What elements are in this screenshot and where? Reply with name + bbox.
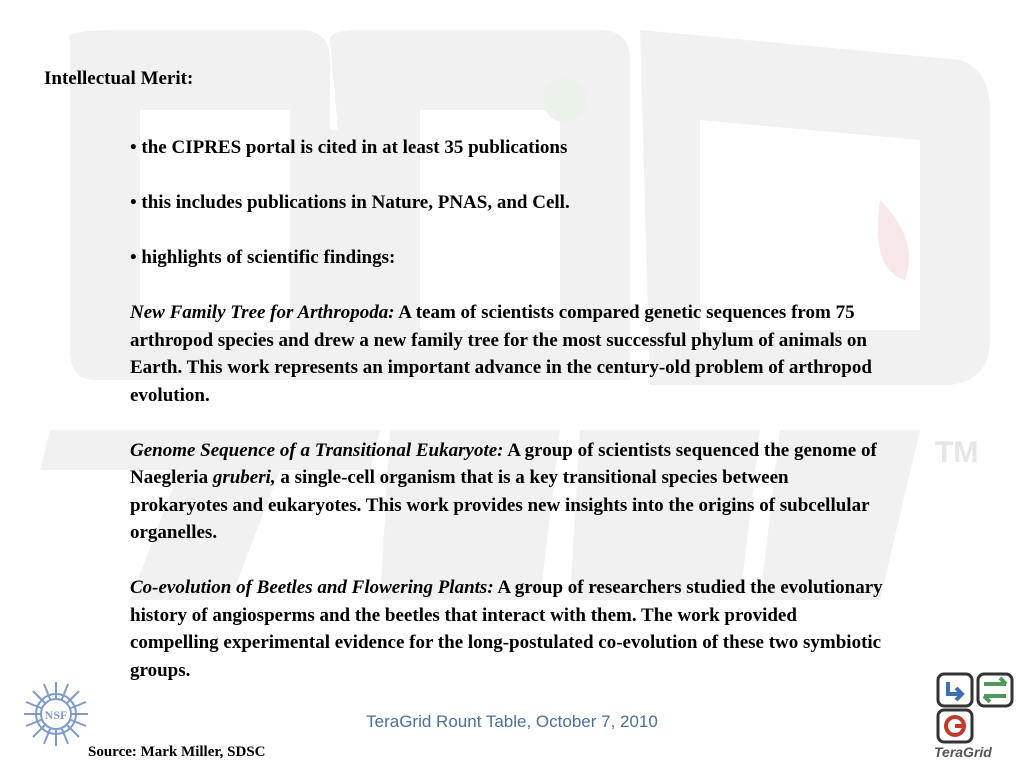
finding-coevolution — [130, 574, 890, 684]
watermark-tm: TM — [935, 436, 979, 469]
finding-arthropoda — [130, 299, 890, 409]
nsf-text: NSF — [44, 708, 68, 722]
finding-eukaryote — [130, 437, 890, 547]
finding-text: A team of scientists compared genetic sequences from 75 arthropod species and drew a new family tree for the most successful phylum of animals on Earth. This work represents an important advance in the century-old problem of arthropod evolution. — [130, 302, 872, 406]
teragrid-logo-text: TeraGrid — [934, 744, 992, 760]
finding-title: New Family Tree for Arthropoda: — [130, 302, 395, 323]
section-heading: Intellectual Merit: — [44, 68, 194, 89]
slide-footer — [0, 712, 1024, 732]
bullet-journals: • this includes publications in Nature, PNAS, and Cell. — [130, 192, 570, 213]
species-name: gruberi, — [212, 467, 276, 488]
bullet-highlights: • highlights of scientific findings: — [130, 247, 396, 268]
nsf-logo-icon — [22, 680, 90, 748]
finding-text: A group of researchers studied the evolutionary history of angiosperms and the beetles that interact with them. The work provided compelling experimental evidence for the long-postulated co-evolution of these two symbiotic groups. — [130, 577, 883, 681]
finding-title: Co-evolution of Beetles and Flowering Plants: — [130, 577, 494, 598]
finding-text: A group of scientists sequenced the genome of Naegleria — [130, 439, 877, 488]
footer-text: TeraGrid Rount Table, October 7, 2010 — [366, 712, 658, 731]
slide-body — [130, 134, 890, 684]
bullet-publications: • the CIPRES portal is cited in at least 35 publications — [130, 137, 568, 158]
finding-title: Genome Sequence of a Transitional Eukaryote: — [130, 439, 504, 461]
source-credit: Source: Mark Miller, SDSC — [88, 744, 266, 760]
finding-text: a single-cell organism that is a key transitional species between prokaryotes and eukaryotes. This work provides new insights into the origins of subcellular organelles. — [130, 467, 870, 543]
